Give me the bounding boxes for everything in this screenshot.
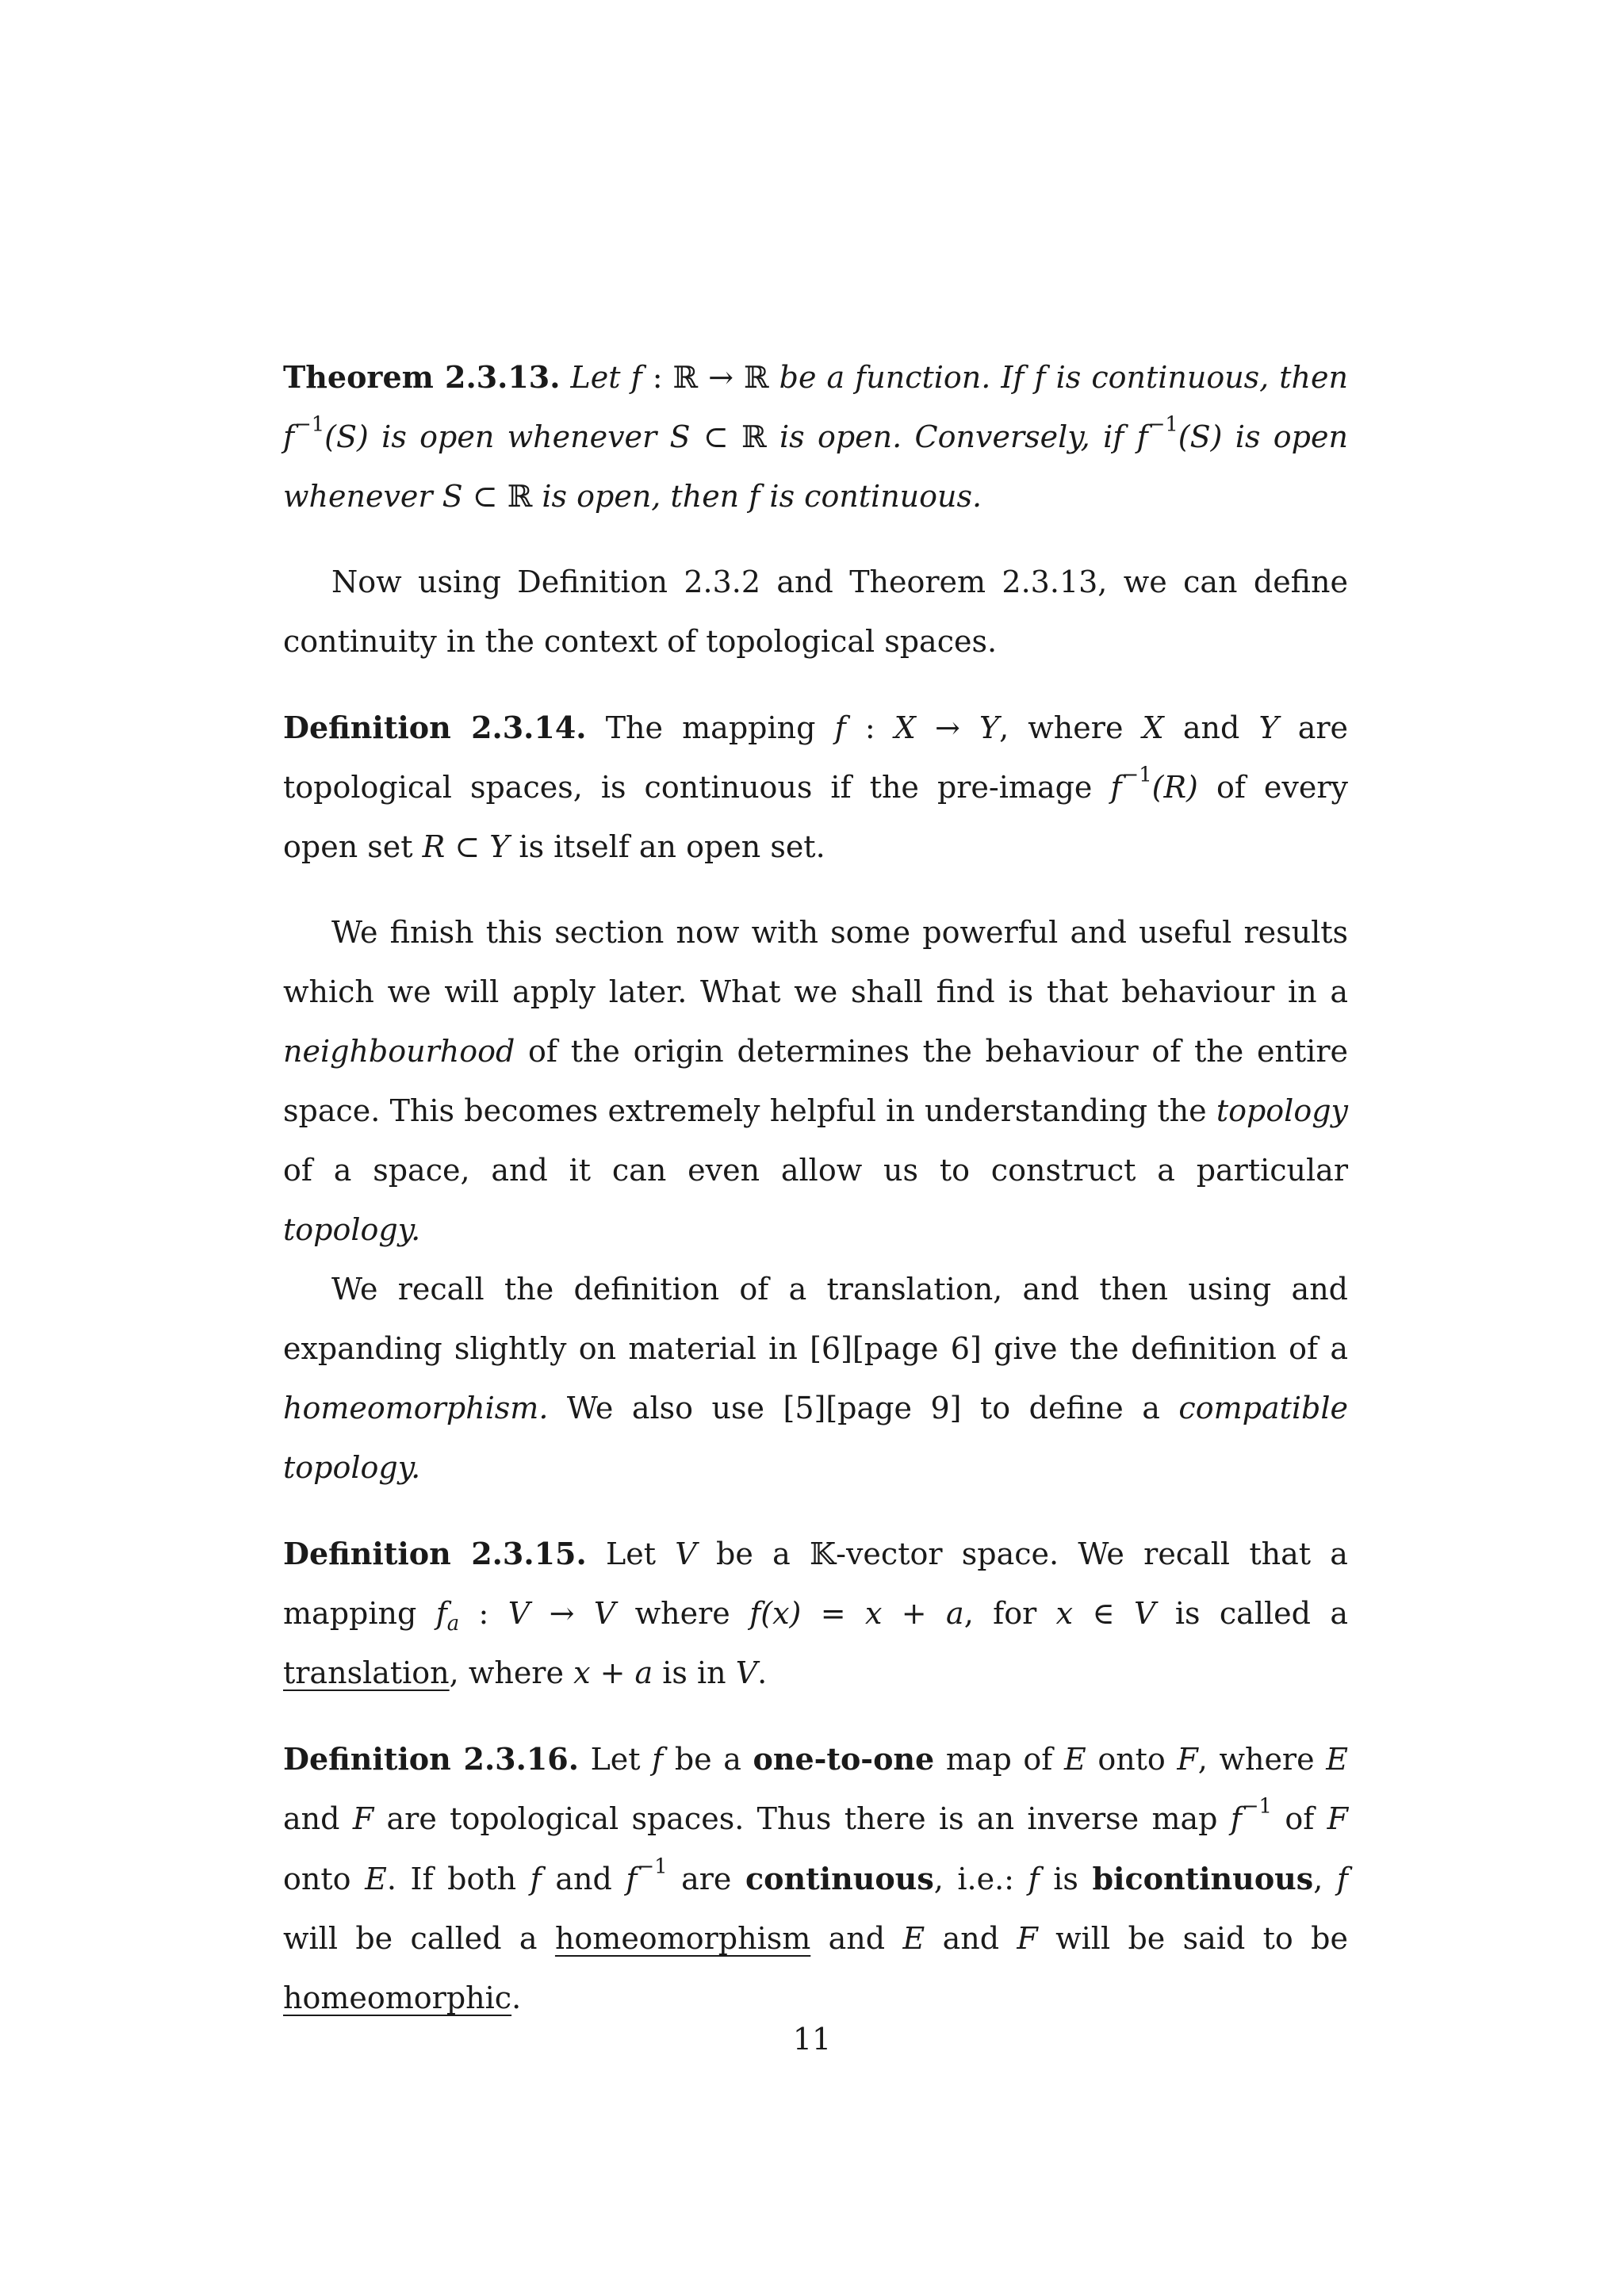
math-f-space: F bbox=[352, 1801, 374, 1836]
math-set: (R) bbox=[1151, 770, 1198, 805]
math-subset: ⊂ bbox=[445, 829, 490, 864]
math-e: E bbox=[1326, 1742, 1348, 1777]
definition-text: will be called a bbox=[283, 1921, 538, 1956]
math-f: f bbox=[652, 1742, 664, 1777]
paragraph-text: of a space, and it can even allow us to construct a particular bbox=[283, 1153, 1348, 1188]
definition-text: are bbox=[681, 1862, 732, 1896]
math-f: f bbox=[1110, 770, 1122, 805]
emphasis: compatible topology. bbox=[283, 1391, 1348, 1485]
math-colon: : bbox=[459, 1596, 508, 1631]
math-set: (S) bbox=[1178, 419, 1223, 454]
definition-text: . bbox=[757, 1655, 768, 1690]
underlined-term: homeomorphism bbox=[554, 1921, 811, 1956]
definition-label: Definition 2.3.15. bbox=[283, 1536, 587, 1571]
page-body bbox=[283, 347, 1348, 2028]
bold-term: continuous bbox=[745, 1861, 934, 1896]
definition-text: be a bbox=[674, 1742, 741, 1777]
theorem-text: is open whenever bbox=[283, 419, 1348, 514]
emphasis: homeomorphism. bbox=[283, 1391, 549, 1425]
math-subset: ⊂ ℝ bbox=[462, 479, 542, 514]
definition-text: and bbox=[555, 1862, 612, 1896]
math-in: ∈ bbox=[1073, 1596, 1134, 1631]
emphasis: neighbourhood bbox=[283, 1034, 515, 1069]
math-inverse-exponent: −1 bbox=[1121, 763, 1152, 787]
theorem-text: is continuous. bbox=[769, 479, 982, 514]
definition-text: . If both bbox=[386, 1862, 517, 1896]
math-map: : ℝ → ℝ bbox=[642, 360, 779, 395]
definition-text: , bbox=[1313, 1862, 1323, 1896]
math-v: V bbox=[508, 1596, 530, 1631]
underlined-term: homeomorphic bbox=[283, 1980, 512, 2015]
math-f: f bbox=[749, 1596, 761, 1631]
theorem-2-3-13 bbox=[283, 347, 1348, 526]
definition-text: , where bbox=[449, 1655, 564, 1690]
math-a: a bbox=[634, 1655, 653, 1690]
math-f: f bbox=[1230, 1801, 1242, 1836]
paragraph-now-using: Now using Definition 2.3.2 and Theorem 2.3.13, we can define continuity in the context of topological spaces. bbox=[283, 564, 1348, 659]
page-number: 11 bbox=[792, 2022, 832, 2057]
math-arg: (x) bbox=[760, 1596, 802, 1631]
math-f: f bbox=[1136, 419, 1148, 454]
theorem-text: is open whenever bbox=[381, 419, 657, 454]
theorem-text: is open. Conversely, if bbox=[779, 419, 1124, 454]
definition-text: is itself an open set. bbox=[519, 829, 825, 864]
math-x: x bbox=[1055, 1596, 1074, 1631]
definition-text: are topological spaces. Thus there is an inverse map bbox=[386, 1801, 1218, 1836]
math-f: f bbox=[749, 479, 760, 514]
math-f: f bbox=[435, 1596, 447, 1631]
math-f-space: F bbox=[1177, 1742, 1198, 1777]
definition-text: are topological spaces, is continuous if the pre-image bbox=[283, 710, 1348, 805]
math-colon: : bbox=[845, 710, 894, 745]
math-x: X bbox=[894, 710, 916, 745]
definition-text: of bbox=[1285, 1801, 1315, 1836]
theorem-label: Theorem 2.3.13. bbox=[283, 359, 561, 395]
definition-text: , where bbox=[999, 710, 1124, 745]
math-f: f bbox=[630, 360, 642, 395]
math-f: f bbox=[530, 1862, 542, 1896]
math-f: f bbox=[1336, 1862, 1348, 1896]
emphasis: topology. bbox=[283, 1212, 421, 1247]
emphasis: topology bbox=[1216, 1093, 1348, 1128]
theorem-text: Let bbox=[570, 360, 621, 395]
paragraph-text: We also use [5][page 9] to define a bbox=[566, 1391, 1160, 1425]
math-a: a bbox=[946, 1596, 964, 1631]
definition-label: Definition 2.3.14. bbox=[283, 710, 587, 745]
math-x: x bbox=[573, 1655, 591, 1690]
math-set: S bbox=[669, 419, 691, 454]
math-arrow: → bbox=[530, 1596, 594, 1631]
theorem-text: is open, then bbox=[542, 479, 740, 514]
math-v: V bbox=[735, 1655, 758, 1690]
definition-text: where bbox=[634, 1596, 730, 1631]
definition-text: The mapping bbox=[605, 710, 816, 745]
paragraph-finish bbox=[283, 903, 1348, 1260]
math-f: f bbox=[834, 710, 846, 745]
math-inverse-exponent: −1 bbox=[1147, 412, 1178, 437]
definition-label: Definition 2.3.16. bbox=[283, 1741, 579, 1777]
paragraph-recall bbox=[283, 1260, 1348, 1498]
math-set: R bbox=[422, 829, 446, 864]
definition-text: , i.e.: bbox=[933, 1862, 1014, 1896]
definition-text: and bbox=[828, 1921, 886, 1956]
math-v: V bbox=[593, 1596, 616, 1631]
definition-text: of every open set bbox=[283, 770, 1348, 864]
theorem-text: is continuous, then bbox=[1055, 360, 1348, 395]
math-f: f bbox=[283, 419, 295, 454]
math-f: f bbox=[1034, 360, 1046, 395]
definition-text: map of bbox=[945, 1742, 1053, 1777]
math-f-space: F bbox=[1327, 1801, 1348, 1836]
math-e: E bbox=[365, 1862, 387, 1896]
math-f: f bbox=[1028, 1862, 1040, 1896]
definition-text: and bbox=[1182, 710, 1240, 745]
math-v: V bbox=[1134, 1596, 1156, 1631]
math-inverse-exponent: −1 bbox=[294, 412, 325, 437]
math-equals: = bbox=[801, 1596, 865, 1631]
theorem-text: be a function. If bbox=[779, 360, 1025, 395]
math-inverse-exponent: −1 bbox=[1241, 1794, 1272, 1819]
math-y: Y bbox=[1258, 710, 1279, 745]
definition-2-3-15 bbox=[283, 1524, 1348, 1703]
math-x: x bbox=[864, 1596, 883, 1631]
definition-2-3-14 bbox=[283, 698, 1348, 877]
math-f-space: F bbox=[1017, 1921, 1038, 1956]
math-plus: + bbox=[590, 1655, 635, 1690]
math-f: f bbox=[626, 1862, 638, 1896]
math-set: S bbox=[442, 479, 463, 514]
math-subscript: a bbox=[446, 1611, 460, 1636]
definition-text: is in bbox=[662, 1655, 726, 1690]
math-e: E bbox=[1063, 1742, 1086, 1777]
definition-text: . bbox=[511, 1980, 522, 2015]
math-arrow: → bbox=[915, 710, 979, 745]
definition-text: and bbox=[942, 1921, 1000, 1956]
bold-term: bicontinuous bbox=[1092, 1861, 1314, 1896]
math-x: X bbox=[1142, 710, 1164, 745]
definition-text: and bbox=[283, 1801, 340, 1836]
definition-text: Let bbox=[605, 1536, 656, 1571]
math-y: Y bbox=[489, 829, 510, 864]
paragraph-text: of the origin determines the behaviour of the entire space. This becomes extremely helpful in understanding the bbox=[283, 1034, 1348, 1128]
math-y: Y bbox=[979, 710, 1000, 745]
math-v: V bbox=[675, 1536, 697, 1571]
definition-2-3-16 bbox=[283, 1729, 1348, 2028]
math-inverse-exponent: −1 bbox=[637, 1854, 668, 1879]
definition-text: , for bbox=[963, 1596, 1037, 1631]
bold-term: one-to-one bbox=[753, 1741, 935, 1777]
math-subset: ⊂ ℝ bbox=[690, 419, 779, 454]
definition-text: will be said to be bbox=[1055, 1921, 1348, 1956]
paragraph-text: We recall the definition of a translation, and then using and expanding slightly on material in [6][page 6] give the definition of a bbox=[283, 1272, 1348, 1366]
math-e: E bbox=[902, 1921, 925, 1956]
definition-text: , where bbox=[1197, 1742, 1315, 1777]
paragraph-text: We finish this section now with some powerful and useful results which we will apply later. What we shall find is that behaviour in a bbox=[283, 915, 1348, 1009]
math-plus: + bbox=[882, 1596, 947, 1631]
underlined-term: translation bbox=[283, 1655, 450, 1690]
definition-text: be a 𝕂-vector space. We recall that a mapping bbox=[283, 1536, 1348, 1631]
definition-text: is called a bbox=[1174, 1596, 1348, 1631]
definition-text: is bbox=[1053, 1862, 1078, 1896]
definition-text: Let bbox=[590, 1742, 641, 1777]
definition-text: onto bbox=[1097, 1742, 1166, 1777]
math-set: (S) bbox=[324, 419, 369, 454]
definition-text: onto bbox=[283, 1862, 351, 1896]
